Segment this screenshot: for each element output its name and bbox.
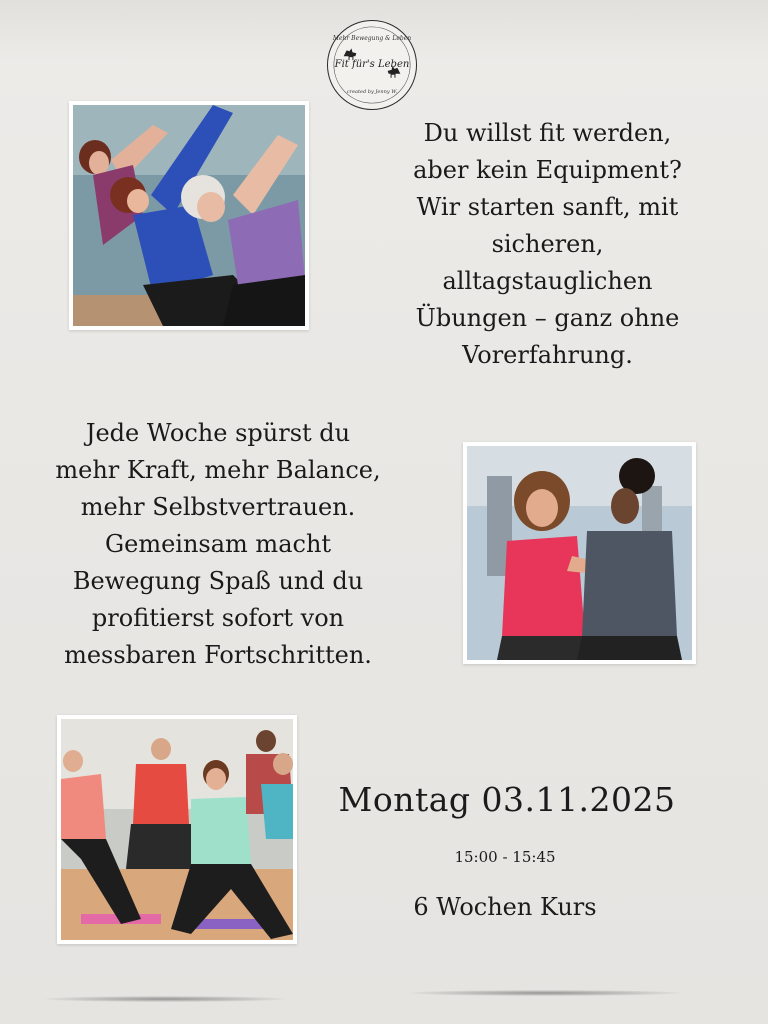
intro-line: Übungen – ganz ohne xyxy=(415,304,680,332)
benefits-line: Bewegung Spaß und du xyxy=(72,567,364,595)
benefits-line: messbaren Fortschritten. xyxy=(64,641,372,669)
photo-stretching-women xyxy=(69,101,309,330)
decorative-shadow xyxy=(410,990,680,996)
course-date: Montag 03.11.2025 xyxy=(338,780,676,819)
photo-group-image xyxy=(61,719,293,940)
logo-bottom-text: created by Jenny W. xyxy=(346,89,398,95)
photo-laughing-image xyxy=(467,446,692,660)
intro-line: aber kein Equipment? xyxy=(413,156,682,184)
intro-line: Wir starten sanft, mit xyxy=(416,193,679,221)
course-time: 15:00 - 15:45 xyxy=(454,848,556,866)
course-duration: 6 Wochen Kurs xyxy=(413,893,597,921)
photo-stretching-image xyxy=(73,105,305,326)
intro-line: Du willst fit werden, xyxy=(423,119,672,147)
brand-logo xyxy=(327,20,417,110)
intro-line: Vorerfahrung. xyxy=(462,341,633,369)
logo-main-text: Fit für's Leben xyxy=(334,59,410,70)
decorative-shadow xyxy=(45,996,285,1002)
benefits-line: mehr Selbstvertrauen. xyxy=(80,493,356,521)
benefits-line: mehr Kraft, mehr Balance, xyxy=(55,456,381,484)
intro-text xyxy=(395,115,700,374)
benefits-text xyxy=(28,415,408,674)
benefits-line: Gemeinsam macht xyxy=(104,530,332,558)
logo-top-text: Mehr Bewegung & Leben xyxy=(332,35,412,42)
photo-group-lunges xyxy=(57,715,297,944)
intro-line: sicheren, xyxy=(491,230,604,258)
benefits-line: profitierst sofort von xyxy=(91,604,345,632)
photo-laughing-women xyxy=(463,442,696,664)
benefits-line: Jede Woche spürst du xyxy=(85,419,351,447)
intro-line: alltagstauglichen xyxy=(442,267,653,295)
